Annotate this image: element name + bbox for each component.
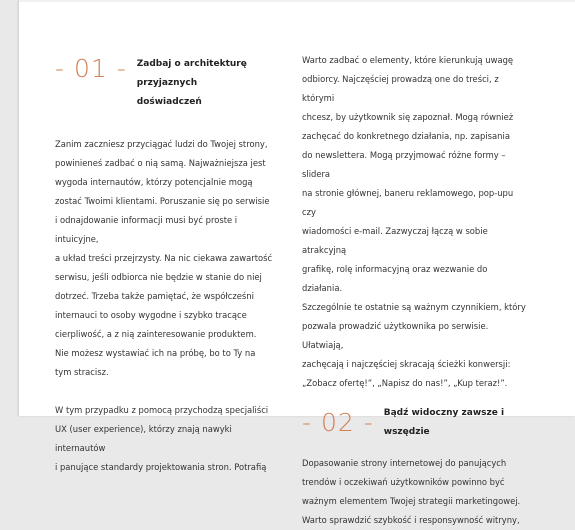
text-line: Warto zadbać o elementy, które kierunkują uwagę [302,55,514,65]
text-line: a układ treści przejrzysty. Na nic ciekawa zawartość [55,253,273,263]
left-column [55,55,281,477]
right-column [302,51,528,530]
text-line: odbiorcy. Najczęściej prowadzą one do treści, z którymi [302,74,499,103]
text-line: trendów i oczekiwań użytkowników powinno być [302,477,505,487]
right-column-body [302,51,528,393]
section-1-number: - 01 - [55,54,127,83]
section-2-number: - 02 - [302,408,374,437]
text-line: internauci to osoby wygodne i szybko tracące [55,310,247,320]
text-line: tym stracisz. [55,367,109,377]
text-line: Szczególnie te ostatnie są ważnym czynnikiem, który [302,302,526,312]
document-page [19,0,575,525]
text-line: Warto sprawdzić szybkość i responsywność witryny, [302,515,520,525]
text-line: i panujące standardy projektowania stron. Potrafią [55,462,267,472]
section-2-body [302,454,528,530]
paragraph-gap [55,382,281,401]
text-line: cierpliwość, a z nią zainteresowanie produktem. [55,329,257,339]
text-line: zostać Twoimi klientami. Poruszanie się po serwisie [55,196,270,206]
text-line: dotrzeć. Trzeba także pamiętać, że współcześni [55,291,254,301]
text-line: ważnym elementem Twojej strategii marketingowej. [302,496,521,506]
text-line: Dopasowanie strony internetowej do panujących [302,458,507,468]
text-line: Nie możesz wystawiać ich na próbę, bo to Ty na [55,348,256,358]
text-line: na stronie głównej, baneru reklamowego, pop-upu czy [302,188,514,217]
text-line: do newslettera. Mogą przyjmować różne formy – slidera [302,150,506,179]
text-line: serwisu, jeśli odbiorca nie będzie w stanie do niej [55,272,262,282]
text-line: wygoda internautów, którzy potencjalnie mogą [55,177,253,187]
section-1-title-line: doświadczeń [136,97,202,107]
text-line: i odnajdowanie informacji musi być proste i intuicyjne, [55,215,238,244]
text-line: grafikę, rolę informacyjną oraz wezwanie do działania. [302,264,488,293]
text-line: W tym przypadku z pomocą przychodzą specjaliści [55,405,269,415]
section-2-title: Bądź widoczny zawsze i wszędzie [383,408,505,437]
section-1-title-line: Zadbaj o architekturę przyjaznych [136,59,247,88]
text-line: Zanim zaczniesz przyciągać ludzi do Twojej strony, [55,139,268,149]
text-line: zachęcają i najczęściej skracają ścieżki konwersji: [302,359,511,369]
text-line: chcesz, by użytkownik się zapoznał. Mogą również [302,112,514,122]
text-line: zachęcać do konkretnego działania, np. zapisania [302,131,510,141]
section-2-header [302,409,528,442]
text-line: wiadomości e-mail. Zazwyczaj łączą w sobie atrakcyjną [302,226,488,255]
text-line: powinieneś zadbać o nią samą. Najważniejsza jest [55,158,266,168]
top-divider [19,0,575,2]
text-line: pozwala prowadzić użytkownika po serwisie. Ułatwiają, [302,321,489,350]
section-1-header [55,55,281,112]
section-1-body [55,135,281,477]
section-1-title [137,55,281,112]
text-line: UX (user experience), którzy znają nawyki internautów [55,424,232,453]
text-line: „Zobacz ofertę!”, „Napisz do nas!”, „Kup teraz!”. [302,378,508,388]
